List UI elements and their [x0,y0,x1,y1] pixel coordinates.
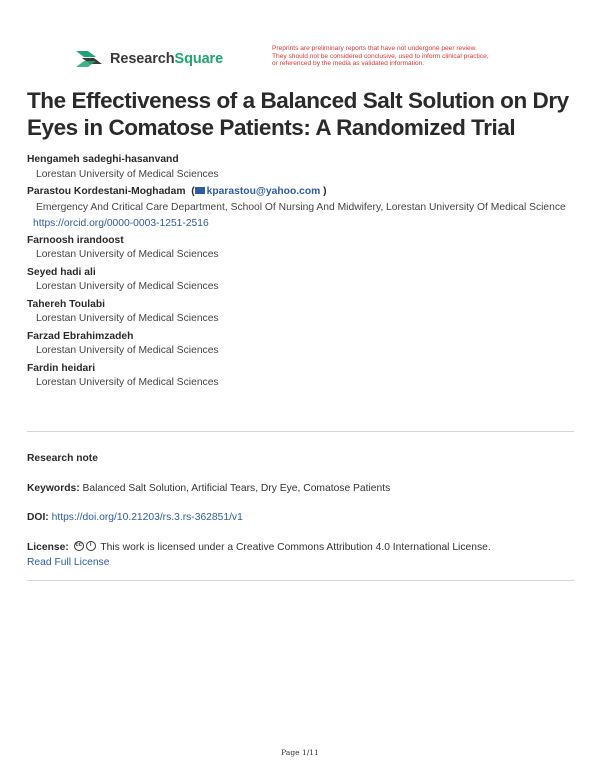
keywords-text: Balanced Salt Solution, Artificial Tears, Dry Eye, Comatose Patients [82,483,391,494]
research-square-logo-icon [74,48,104,70]
doi-label: DOI: [27,512,49,523]
author-email-link[interactable]: kparastou@yahoo.com [206,186,321,197]
author-affiliation: Lorestan University of Medical Sciences [36,377,219,388]
author-name: Farzad Ebrahimzadeh [27,330,134,342]
author-affiliation: Lorestan University of Medical Sciences [36,313,219,324]
author-affiliation: Lorestan University of Medical Sciences [36,345,219,356]
author-affiliation: Lorestan University of Medical Sciences [36,249,219,260]
logo-square-text: Square [174,51,224,67]
keywords-label: Keywords: [27,483,80,494]
section-divider [27,580,574,581]
author-name: Tahereh Toulabi [27,298,105,310]
license-text: This work is licensed under a Creative Commons Attribution 4.0 International License. [100,542,491,553]
disclaimer-line: They should not be considered conclusive, used to inform clinical practice, [272,52,489,60]
article-type [27,451,577,466]
author-affiliation-text: Emergency And Critical Care Department, School Of Nursing And Midwifery, Lorestan University Of Medical Science [36,201,566,213]
author-name: Seyed hadi ali [27,266,96,278]
research-square-logo[interactable] [74,46,223,72]
email-open-paren: ( [188,186,195,197]
cc-icon: cc [74,541,84,551]
author-name: Hengameh sadeghi-hasanvand [27,154,179,165]
author-name: Farnoosh irandoost [27,234,124,246]
cc-icons [74,541,96,551]
author-affiliation: Lorestan University of Medical Sciences [36,168,219,180]
orcid-link[interactable]: https://orcid.org/0000-0003-1251-2516 [33,217,209,229]
mail-icon [195,187,205,194]
email-close-paren: ) [320,186,327,197]
license-label: License: [27,542,69,553]
logo-text [110,51,223,67]
author-name-text: Parastou Kordestani-Moghadam [27,186,186,197]
paper-title: The Effectiveness of a Balanced Salt Solution on Dry Eyes in Comatose Patients: A Randomized Trial [27,88,569,140]
read-full-license-link[interactable]: Read Full License [27,557,110,568]
doi-link[interactable]: https://doi.org/10.21203/rs.3.rs-362851/v1 [51,512,243,523]
author-affiliation [27,200,577,232]
cc-by-icon: i [86,541,96,551]
page-number: Page 1/11 [281,748,319,757]
preprint-disclaimer [272,45,542,68]
section-divider [27,431,574,432]
disclaimer-line: or referenced by the media as validated information. [272,60,425,68]
doi [27,510,577,525]
logo-research-text: Research [110,51,175,67]
author-affiliation: Lorestan University of Medical Sciences [36,281,219,292]
article-type-text: Research note [27,453,98,464]
license [27,540,577,570]
author-list [27,153,577,394]
disclaimer-line: Preprints are preliminary reports that have not undergone peer review. [272,45,477,52]
keywords [27,481,577,496]
author-name: Fardin heidari [27,362,96,374]
author-name-corresponding [27,185,577,200]
